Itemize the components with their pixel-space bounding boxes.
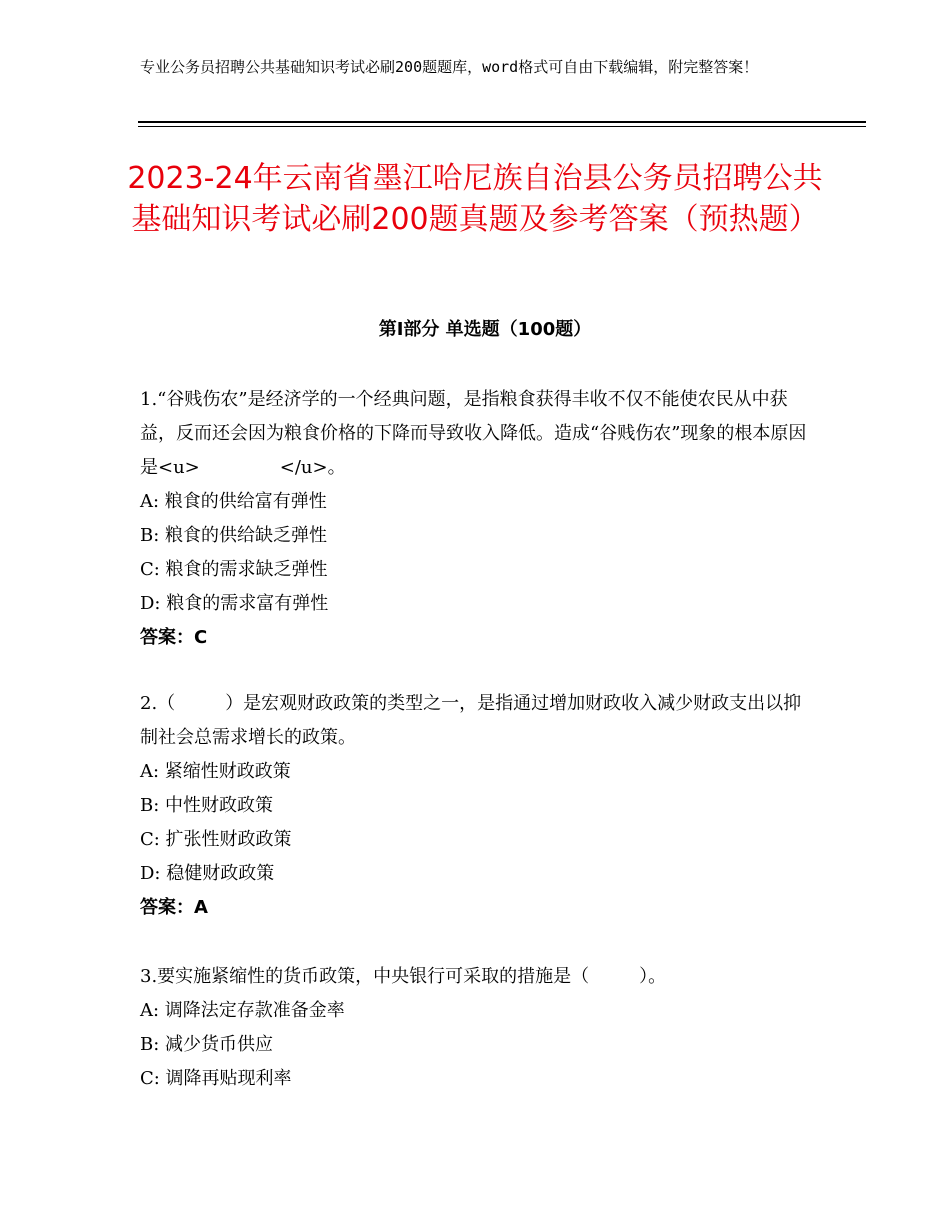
option-b: B: 减少货币供应 (140, 1034, 274, 1055)
option-a: A: 紧缩性财政政策 (140, 761, 291, 782)
question-1 (140, 383, 810, 655)
answer: 答案：A (140, 897, 208, 918)
question-stem-start: 3.要实施紧缩性的货币政策，中央银行可采取的措施是（ (140, 966, 590, 987)
question-stem-end: ）是宏观财政政策的类型之一，是指通过增加财政收入减少财政支出以抑制社会总需求增长的政策。 (140, 693, 802, 748)
question-stem (140, 960, 810, 994)
option-c: C: 粮食的需求缺乏弹性 (140, 559, 328, 580)
answer: 答案：C (140, 627, 208, 648)
section-title: 第Ⅰ部分 单选题（100题） (378, 319, 592, 340)
question-3 (140, 960, 810, 1096)
header-divider-thick (138, 121, 866, 123)
option-d: D: 粮食的需求富有弹性 (140, 593, 329, 614)
option-a: A: 调降法定存款准备金率 (140, 1000, 345, 1021)
question-stem (140, 687, 810, 755)
question-stem-start: 1.“谷贱伤农”是经济学的一个经典问题，是指粮食获得丰收不仅不能使农民从中获益，反而还会因为粮食价格的下降而导致收入降低。造成“谷贱伤农”现象的根本原因是<u> (140, 389, 807, 478)
question-stem-end: </u>。 (279, 457, 346, 478)
header-divider-thin (138, 126, 866, 127)
option-d: D: 稳健财政政策 (140, 863, 275, 884)
question-2 (140, 687, 810, 925)
option-c: C: 扩张性财政政策 (140, 829, 292, 850)
document-title: 2023-24年云南省墨江哈尼族自治县公务员招聘公共基础知识考试必刷200题真题及参考答案（预热题） (127, 161, 823, 237)
option-a: A: 粮食的供给富有弹性 (140, 491, 327, 512)
question-stem-start: 2.（ (140, 693, 176, 714)
question-stem-end: ）。 (639, 966, 667, 987)
question-stem (140, 383, 810, 485)
option-c: C: 调降再贴现利率 (140, 1068, 292, 1089)
option-b: B: 粮食的供给缺乏弹性 (140, 525, 328, 546)
header-note: 专业公务员招聘公共基础知识考试必刷200题题库，word格式可自由下载编辑，附完整答案！ (140, 58, 759, 76)
option-b: B: 中性财政政策 (140, 795, 274, 816)
